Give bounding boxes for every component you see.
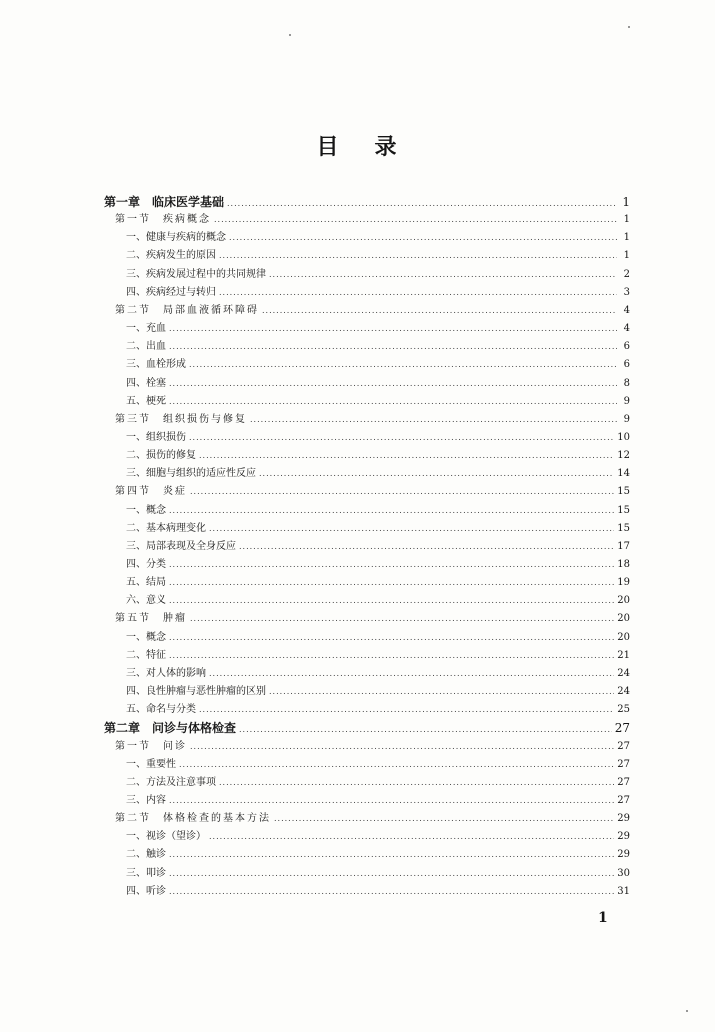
toc-entry-label: 第三节 组织损伤与修复 xyxy=(115,413,247,425)
dot-leader xyxy=(169,792,614,810)
toc-chapter-row xyxy=(104,193,630,211)
toc-entry-page: 10 xyxy=(617,431,630,443)
toc-entry-page: 29 xyxy=(617,849,630,861)
dot-leader xyxy=(219,284,617,302)
toc-entry-label: 三、疾病发展过程中的共同规律 xyxy=(126,268,266,280)
dot-leader xyxy=(274,810,614,828)
toc-item-row xyxy=(126,465,630,483)
toc-entry-page: 15 xyxy=(617,486,630,498)
toc-entry-page: 1 xyxy=(623,214,630,226)
toc-entry-page: 12 xyxy=(617,450,630,462)
dot-leader xyxy=(209,665,614,683)
dot-leader xyxy=(169,502,614,520)
dot-leader xyxy=(169,556,614,574)
toc-entry-page: 2 xyxy=(623,268,630,280)
toc-item-row xyxy=(126,792,630,810)
toc-entry-label: 一、重要性 xyxy=(126,758,176,770)
toc-entry-label: 第二章 问诊与体格检查 xyxy=(104,721,237,736)
toc-entry-label: 二、触诊 xyxy=(126,849,166,861)
toc-entry-page: 27 xyxy=(617,776,630,788)
dot-leader xyxy=(169,647,614,665)
toc-item-row xyxy=(126,356,630,374)
toc-entry-label: 三、对人体的影响 xyxy=(126,667,206,679)
toc-entry-page: 29 xyxy=(617,813,630,825)
toc-item-row xyxy=(126,774,630,792)
toc-entry-label: 四、栓塞 xyxy=(126,377,166,389)
toc-entry-label: 四、听诊 xyxy=(126,885,166,897)
toc-item-row xyxy=(126,865,630,883)
toc-entry-page: 1 xyxy=(623,250,630,262)
toc-entry-label: 二、基本病理变化 xyxy=(126,522,206,534)
dot-leader xyxy=(269,266,617,284)
toc-entry-label: 第四节 炎症 xyxy=(115,486,187,498)
dot-leader xyxy=(219,247,617,265)
toc-entry-label: 第五节 肿瘤 xyxy=(115,613,187,625)
toc-entry-label: 一、概念 xyxy=(126,631,166,643)
dot-leader xyxy=(214,211,617,229)
toc-section-row xyxy=(115,810,630,828)
toc-section-row xyxy=(115,302,630,320)
toc-entry-label: 第一节 问诊 xyxy=(115,740,187,752)
toc-entry-label: 五、命名与分类 xyxy=(126,704,196,716)
dot-leader xyxy=(269,683,614,701)
toc-entry-page: 4 xyxy=(623,323,630,335)
toc-entry-label: 五、梗死 xyxy=(126,395,166,407)
toc-entry-page: 21 xyxy=(617,649,630,661)
toc-entry-label: 三、局部表现及全身反应 xyxy=(126,540,236,552)
title-char-1: 目 xyxy=(316,134,341,160)
toc-entry-page: 29 xyxy=(617,831,630,843)
toc-entry-page: 27 xyxy=(617,740,630,752)
toc-item-row xyxy=(126,701,630,719)
toc-entry-page: 1 xyxy=(623,232,630,244)
toc-entry-label: 三、内容 xyxy=(126,794,166,806)
toc-entry-label: 二、特征 xyxy=(126,649,166,661)
toc-entry-page: 25 xyxy=(617,704,630,716)
dot-leader xyxy=(209,520,614,538)
dot-leader xyxy=(209,828,614,846)
toc-section-row xyxy=(115,211,630,229)
dot-leader xyxy=(179,756,614,774)
toc-item-row xyxy=(126,247,630,265)
dot-leader xyxy=(239,538,614,556)
toc-entry-page: 20 xyxy=(617,613,630,625)
toc-item-row xyxy=(126,520,630,538)
toc-entry-page: 3 xyxy=(623,286,630,298)
toc-entry-page: 17 xyxy=(617,540,630,552)
toc-chapter-row xyxy=(104,719,630,737)
toc-entry-page: 15 xyxy=(617,504,630,516)
toc-entry-page: 24 xyxy=(617,686,630,698)
toc-item-row xyxy=(126,883,630,901)
page-title xyxy=(0,130,715,161)
toc-entry-label: 四、疾病经过与转归 xyxy=(126,286,216,298)
toc-entry-label: 五、结局 xyxy=(126,577,166,589)
toc-entry-label: 二、方法及注意事项 xyxy=(126,776,216,788)
toc-entry-label: 一、视诊（望诊） xyxy=(126,831,206,843)
toc-entry-label: 第二节 体格检查的基本方法 xyxy=(115,813,271,825)
toc-item-row xyxy=(126,629,630,647)
toc-item-row xyxy=(126,447,630,465)
toc-entry-label: 四、分类 xyxy=(126,559,166,570)
dot-leader xyxy=(250,411,617,429)
toc-entry-label: 一、概念 xyxy=(126,504,166,516)
dot-leader xyxy=(169,629,614,647)
toc-item-row xyxy=(126,266,630,284)
toc-entry-page: 9 xyxy=(623,413,630,425)
toc-item-row xyxy=(126,393,630,411)
toc-entry-label: 一、组织损伤 xyxy=(126,431,186,443)
toc-section-row xyxy=(115,610,630,628)
toc-entry-page: 15 xyxy=(617,522,630,534)
dot-leader xyxy=(189,429,614,447)
dot-leader xyxy=(169,574,614,592)
toc-entry-page: 6 xyxy=(623,359,630,371)
dot-leader xyxy=(190,483,614,501)
dot-leader xyxy=(169,393,617,411)
toc-entry-label: 一、充血 xyxy=(126,323,166,335)
toc-section-row xyxy=(115,411,630,429)
toc-entry-page: 27 xyxy=(614,721,630,736)
toc-entry-label: 第二节 局部血液循环障碍 xyxy=(115,304,259,316)
dot-leader xyxy=(169,375,617,393)
toc-item-row xyxy=(126,375,630,393)
toc-item-row xyxy=(126,538,630,556)
toc-item-row xyxy=(126,683,630,701)
toc-entry-page: 20 xyxy=(617,595,630,607)
toc-item-row xyxy=(126,665,630,683)
toc-item-row xyxy=(126,284,630,302)
toc-entry-page: 6 xyxy=(623,341,630,353)
dot-leader xyxy=(190,738,614,756)
toc-item-row xyxy=(126,502,630,520)
page-number: 1 xyxy=(598,910,608,926)
toc-entry-label: 六、意义 xyxy=(126,595,166,607)
dot-leader xyxy=(219,774,614,792)
dot-leader xyxy=(229,229,617,247)
dot-leader xyxy=(169,865,614,883)
toc-entry-page: 31 xyxy=(617,885,630,897)
toc-item-row xyxy=(126,756,630,774)
dot-leader xyxy=(189,356,617,374)
dot-leader xyxy=(169,592,614,610)
toc-entry-label: 二、出血 xyxy=(126,341,166,353)
toc-entry-label: 第一节 疾病概念 xyxy=(115,214,211,226)
toc-entry-page: 4 xyxy=(623,304,630,316)
toc-item-row xyxy=(126,574,630,592)
dot-leader xyxy=(262,302,617,320)
toc-entry-label: 三、细胞与组织的适应性反应 xyxy=(126,468,256,480)
dot-leader xyxy=(259,465,614,483)
toc-section-row xyxy=(115,483,630,501)
toc-item-row xyxy=(126,429,630,447)
toc-entry-page: 20 xyxy=(617,631,630,643)
toc-entry-page: 9 xyxy=(623,395,630,407)
toc-item-row xyxy=(126,846,630,864)
toc-entry-label: 四、良性肿瘤与恶性肿瘤的区别 xyxy=(126,686,266,698)
toc-entry-page: 1 xyxy=(622,195,630,209)
dot-leader xyxy=(199,447,614,465)
toc-section-row xyxy=(115,738,630,756)
dot-leader xyxy=(190,610,614,628)
toc-item-row xyxy=(126,828,630,846)
toc-item-row xyxy=(126,592,630,610)
toc-entry-page: 18 xyxy=(617,559,630,570)
dot-leader xyxy=(199,701,614,719)
toc-entry-label: 二、疾病发生的原因 xyxy=(126,250,216,262)
toc-entry-page: 27 xyxy=(617,794,630,806)
toc-entry-page: 19 xyxy=(617,577,630,589)
dot-leader xyxy=(169,846,614,864)
title-char-2: 录 xyxy=(374,134,399,160)
toc-entry-page: 8 xyxy=(623,377,630,389)
toc-item-row xyxy=(126,229,630,247)
toc-entry-page: 27 xyxy=(617,758,630,770)
toc-entry-page: 24 xyxy=(617,667,630,679)
toc-entry-label: 二、损伤的修复 xyxy=(126,450,196,462)
dot-leader xyxy=(169,320,617,338)
toc-entry-label: 三、血栓形成 xyxy=(126,359,186,371)
toc-item-row xyxy=(126,647,630,665)
toc-entry-page: 30 xyxy=(617,867,630,879)
toc-item-row xyxy=(126,556,630,574)
dot-leader xyxy=(169,338,617,356)
dot-leader xyxy=(169,883,614,901)
toc-item-row xyxy=(126,320,630,338)
toc-entry-label: 第一章 临床医学基础 xyxy=(104,195,225,209)
toc-entry-label: 三、叩诊 xyxy=(126,867,166,879)
toc-entry-page: 14 xyxy=(617,468,630,480)
toc-entry-label: 一、健康与疾病的概念 xyxy=(126,232,226,244)
toc-item-row xyxy=(126,338,630,356)
